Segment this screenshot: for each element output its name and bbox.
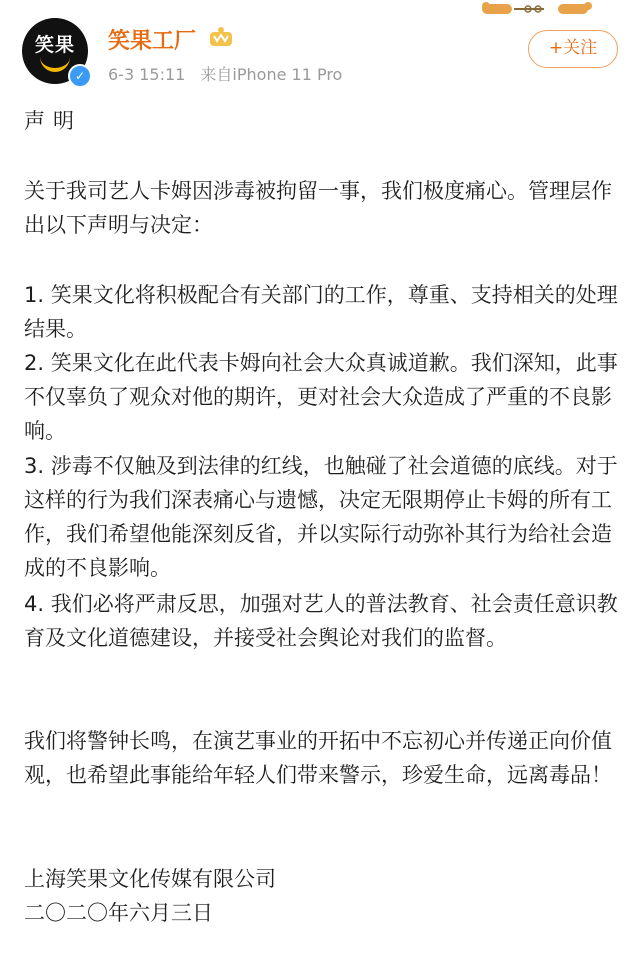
follow-button[interactable]: +关注: [528, 30, 618, 68]
dog-decor-icon: [478, 0, 598, 20]
post-header: [0, 0, 640, 100]
avatar-smile-shape: [40, 56, 70, 72]
vip-crown-icon: [208, 26, 234, 48]
statement-item-3: 3. 涉毒不仅触及到法律的红线，也触碰了社会道德的底线。对于这样的行为我们深表痛心与遗憾，决定无限期停止卡姆的所有工作，我们希望他能深刻反省，并以实际行动弥补其行为给社会造成的不良影响。: [24, 454, 618, 580]
post-meta: [108, 62, 352, 85]
statement-item-4: 4. 我们必将严肃反思，加强对艺人的普法教育、社会责任意识教育及文化道德建设，并接受社会舆论对我们的监督。: [24, 592, 618, 650]
post-source: 来自iPhone 11 Pro: [200, 65, 343, 84]
statement-item-1: 1. 笑果文化将积极配合有关部门的工作，尊重、支持相关的处理结果。: [24, 283, 618, 341]
avatar-text: 笑果: [34, 34, 75, 56]
statement-company: 上海笑果文化传媒有限公司: [24, 867, 276, 891]
statement-closing: 我们将警钟长鸣，在演艺事业的开拓中不忘初心并传递正向价值观，也希望此事能给年轻人们带来警示，珍爱生命，远离毒品！: [24, 729, 612, 787]
statement-item-2: 2. 笑果文化在此代表卡姆向社会大众真诚道歉。我们深知，此事不仅辜负了观众对他的期许，更对社会大众造成了严重的不良影响。: [24, 351, 618, 443]
statement-intro: 关于我司艺人卡姆因涉毒被拘留一事，我们极度痛心。管理层作出以下声明与决定：: [24, 179, 612, 237]
statement-date: 二〇二〇年六月三日: [24, 901, 213, 925]
statement-title: 声明: [24, 109, 82, 133]
post-time: 6-3 15:11: [108, 65, 186, 84]
verified-icon: ✓: [68, 64, 92, 88]
user-name[interactable]: 笑果工厂: [108, 29, 197, 54]
